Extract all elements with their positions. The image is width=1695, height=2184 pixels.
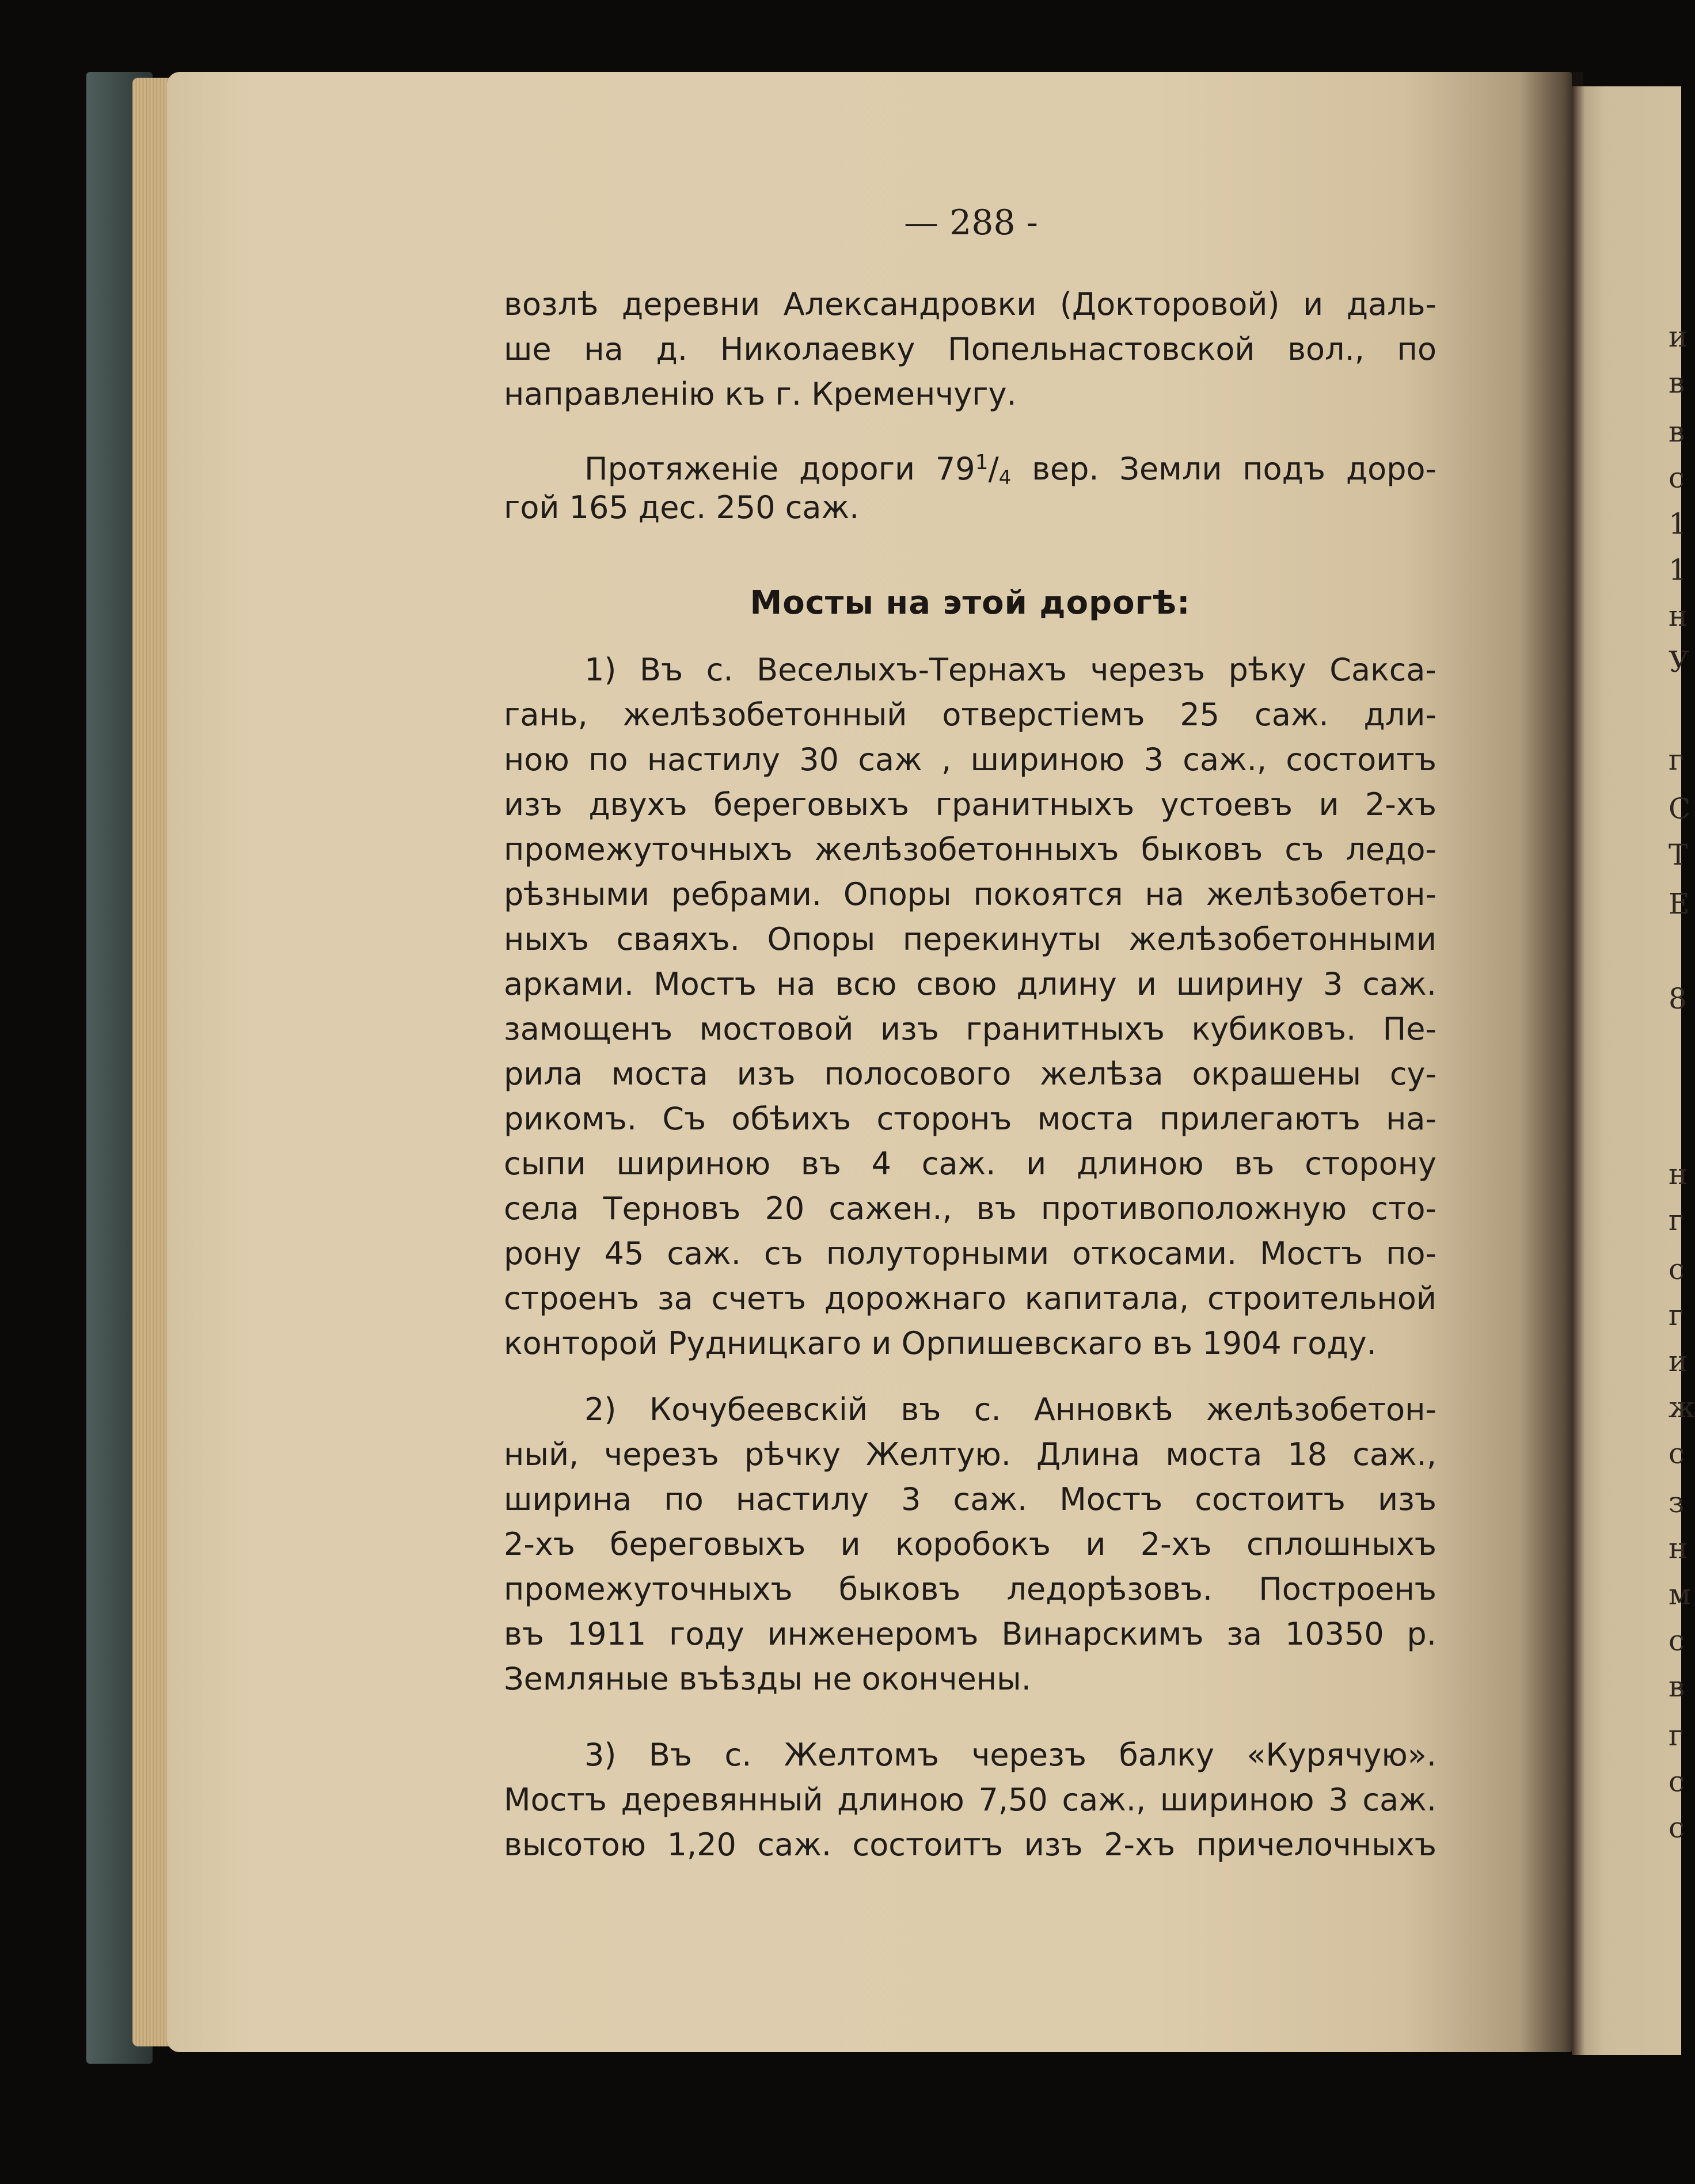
facing-page-char: м	[1669, 1578, 1691, 1611]
text-line: 2) Кочубеевскій въ с. Анновкѣ желѣзобетон-	[584, 1391, 1436, 1428]
text-line: строенъ за счетъ дорожнаго капитала, строительной	[504, 1280, 1436, 1317]
text-line: замощенъ мостовой изъ гранитныхъ кубиковъ. Пе-	[504, 1011, 1436, 1047]
text-line: Протяженіе дороги $79^1/4$ вер. Земли подъ доро-	[584, 451, 1436, 489]
text-line: рѣзными ребрами. Опоры покоятся на желѣзобетон-	[504, 876, 1436, 912]
length-text-end: вер. Земли подъ доро-	[1011, 451, 1436, 487]
text-line: 2-хъ береговыхъ и коробокъ и 2-хъ сплошныхъ	[504, 1526, 1436, 1562]
facing-page-char: г	[1669, 1204, 1684, 1237]
facing-page-char: в	[1669, 1670, 1685, 1703]
facing-page-text	[1669, 0, 1695, 2184]
text-line: гань, желѣзобетонный отверстіемъ 25 саж. дли-	[504, 697, 1436, 733]
text-line: возлѣ деревни Александровки (Докторовой) и даль-	[504, 286, 1436, 322]
length-text-start: Протяженіе дороги 79	[584, 451, 975, 487]
text-line: Мостъ деревянный длиною 7,50 саж., шириною 3 саж.	[504, 1782, 1436, 1818]
bridge1-paragraph	[504, 648, 1436, 1366]
text-line: арками. Мостъ на всю свою длину и ширину 3 саж.	[504, 966, 1436, 1002]
text-line: Земляные въѣзды не окончены.	[504, 1661, 1031, 1697]
bridge3-paragraph	[504, 1733, 1436, 1867]
text-line: ширина по настилу 3 саж. Мостъ состоитъ изъ	[504, 1481, 1436, 1517]
bridge2-paragraph	[504, 1387, 1436, 1702]
text-line: ною по настилу 30 саж , шириною 3 саж., состоитъ	[504, 741, 1436, 778]
facing-page-char: н	[1669, 1532, 1688, 1565]
facing-page-char: Е	[1669, 887, 1690, 920]
facing-page-char: Т	[1669, 838, 1688, 872]
facing-page-char: и	[1669, 1345, 1688, 1378]
text-line: сыпи шириною въ 4 саж. и длиною въ сторону	[504, 1146, 1436, 1182]
text-line: промежуточныхъ желѣзобетонныхъ быковъ съ ледо-	[504, 831, 1436, 867]
intro-paragraph	[504, 282, 1436, 417]
text-line: ныхъ сваяхъ. Опоры перекинуты желѣзобетонными	[504, 921, 1436, 957]
facing-page-char: в	[1669, 415, 1685, 448]
length-paragraph	[504, 440, 1436, 530]
facing-page-char: н	[1669, 1158, 1688, 1191]
text-line: рикомъ. Съ обѣихъ сторонъ моста прилегаютъ на-	[504, 1101, 1436, 1137]
fraction-denominator: 4	[998, 466, 1012, 489]
text-line: въ 1911 году инженеромъ Винарскимъ за 10350 р.	[504, 1616, 1436, 1652]
facing-page-char: г	[1669, 1719, 1684, 1752]
facing-page-char: с	[1669, 1624, 1685, 1657]
text-line: рону 45 саж. съ полуторными откосами. Мостъ по-	[504, 1235, 1436, 1272]
text-line: гой 165 дес. 250 саж.	[504, 489, 860, 526]
text-line: села Терновъ 20 сажен., въ противоположную сто-	[504, 1190, 1436, 1227]
facing-page-char: с	[1669, 1437, 1685, 1470]
text-line: 3) Въ с. Желтомъ черезъ балку «Курячую».	[584, 1737, 1436, 1773]
facing-page-char: с	[1669, 1765, 1685, 1798]
text-line: высотою 1,20 саж. состоитъ изъ 2-хъ причелочныхъ	[504, 1827, 1436, 1863]
page-number: — 288 -	[904, 203, 1038, 243]
text-line: 1) Въ с. Веселыхъ-Тернахъ черезъ рѣку Сакса-	[584, 652, 1436, 688]
facing-page-char: 8	[1669, 982, 1687, 1015]
facing-page-char: 1	[1669, 553, 1687, 587]
facing-page-char: с	[1669, 1253, 1685, 1286]
facing-page-char: с	[1669, 461, 1685, 494]
text-line: рила моста изъ полосового желѣза окрашены су-	[504, 1056, 1436, 1092]
facing-page-char: У	[1669, 645, 1690, 679]
text-line: направленію къ г. Кременчугу.	[504, 376, 1017, 412]
facing-page-char: н	[1669, 599, 1688, 633]
section-heading: Мосты на этой дорогѣ:	[750, 584, 1191, 622]
facing-page-char: ж	[1669, 1391, 1695, 1424]
facing-page-char: 1	[1669, 507, 1687, 541]
facing-page-char: г	[1669, 743, 1684, 777]
text-line: ный, черезъ рѣчку Желтую. Длина моста 18 саж.,	[504, 1436, 1436, 1473]
text-line: ше на д. Николаевку Попельнастовской вол., по	[504, 331, 1436, 367]
facing-page-char: з	[1669, 1486, 1685, 1519]
facing-page-char: с	[1669, 1811, 1685, 1844]
facing-page-char: и	[1669, 320, 1688, 353]
fraction-numerator: 1	[975, 451, 989, 474]
text-line: промежуточныхъ быковъ ледорѣзовъ. Построенъ	[504, 1571, 1436, 1607]
facing-page	[1572, 86, 1684, 2055]
text-line: изъ двухъ береговыхъ гранитныхъ устоевъ и 2-хъ	[504, 786, 1436, 823]
facing-page-char: в	[1669, 366, 1685, 399]
facing-page-char: С	[1669, 792, 1691, 825]
facing-page-char: г	[1669, 1299, 1684, 1332]
text-line: конторой Рудницкаго и Орпишевскаго въ 1904 году.	[504, 1325, 1377, 1361]
